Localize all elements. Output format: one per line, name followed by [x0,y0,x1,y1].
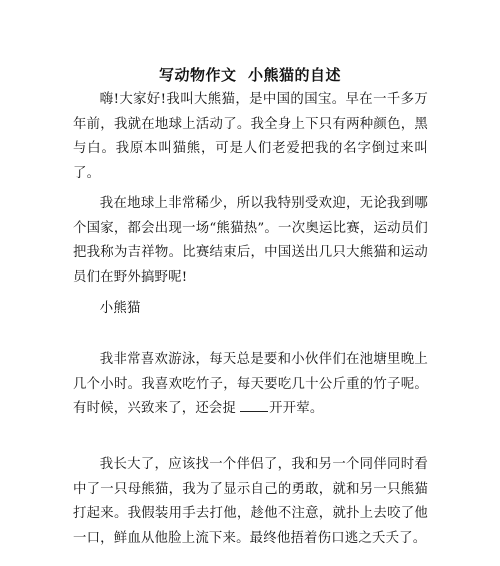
fill-in-blank [240,399,268,412]
paragraph-habits [73,348,428,422]
paragraph-habits-text: 我非常喜欢游泳，每天总是要和小伙伴们在池塘里晚上几个小时。我喜欢吃竹子，每天要吃几十公斤重的竹子呢。有时候，兴致来了，还会捉 [73,352,428,416]
paragraph-growing-up: 我长大了，应该找一个伴侣了，我和另一个同伴同时看中了一只母熊猫，我为了显示自己的勇敢，就和另一只熊猫打起来。我假装用手去打他，趁他不注意，就扑上去咬了他一口，鲜血从他脸上流下来。最终他捂着伤口逃之夭夭了。 [73,457,428,546]
paragraph-subheading: 小熊猫 [99,301,141,316]
paragraph-rarity: 我在地球上非常稀少，所以我特别受欢迎，无论我到哪个国家，都会出现一场“熊猫热”。一次奥运比赛，运动员们把我称为吉祥物。比赛结束后，中国送出几只大熊猫和运动员们在野外搞野呢! [73,196,428,285]
paragraph-habits-end: 开开荤。 [269,401,324,416]
document-title: 写动物作文 小熊猫的自述 [159,66,341,84]
paragraph-intro: 嗨!大家好!我叫大熊猫，是中国的国宝。早在一千多万年前，我就在地球上活动了。我全身上下只有两种颜色，黑与白。我原本叫猫熊，可是人们老爱把我的名字倒过来叫了。 [73,92,428,181]
